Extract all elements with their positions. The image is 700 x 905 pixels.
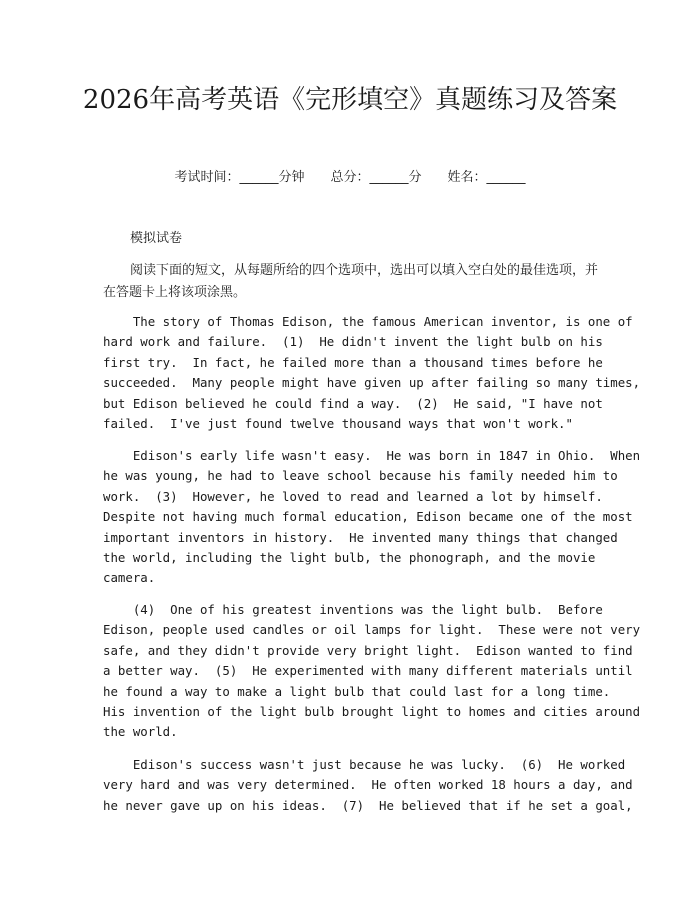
- passage-line: but Edison believed he could find a way. (2) He said, "I have not: [103, 395, 603, 411]
- passage-line: failed. I've just found twelve thousand ways that won't work.": [103, 416, 573, 432]
- passage-line: succeeded. Many people might have given up after failing so many times,: [103, 375, 641, 391]
- passage-line: work. (3) However, he loved to read and learned a lot by himself.: [103, 488, 603, 504]
- exam-info: [0, 168, 700, 188]
- passage-paragraph-1: [103, 312, 641, 434]
- passage-line: first try. In fact, he failed more than a thousand times before he: [103, 354, 603, 370]
- passage-line: The story of Thomas Edison, the famous American inventor, is one of: [103, 314, 633, 329]
- passage-line: he found a way to make a light bulb that could last for a long time.: [103, 683, 611, 699]
- passage-paragraph-2: [103, 446, 641, 589]
- passage-line: important inventors in history. He invented many things that changed: [103, 529, 618, 545]
- passage-line: Edison, people used candles or oil lamps for light. These were not very: [103, 622, 641, 638]
- passage-paragraph-3: [103, 600, 641, 743]
- exam-score-label: 总分：______分: [330, 170, 422, 185]
- passage-line: hard work and failure. (1) He didn't invent the light bulb on his: [103, 334, 603, 350]
- passage-line: camera.: [103, 570, 156, 586]
- passage-line: he never gave up on his ideas. (7) He believed that if he set a goal,: [103, 797, 633, 813]
- exam-name-label: 姓名：______: [447, 170, 526, 185]
- passage-line: Edison's success wasn't just because he was lucky. (6) He worked: [103, 757, 626, 772]
- passage-line: Edison's early life wasn't easy. He was born in 1847 in Ohio. When: [103, 448, 641, 463]
- passage-line: safe, and they didn't provide very bright light. Edison wanted to find: [103, 642, 633, 658]
- passage-line: the world, including the light bulb, the phonograph, and the movie: [103, 550, 596, 566]
- passage-line: he was young, he had to leave school because his family needed him to: [103, 468, 618, 484]
- page-title: 2026年高考英语《完形填空》真题练习及答案: [82, 85, 618, 115]
- passage-line: His invention of the light bulb brought light to homes and cities around: [103, 704, 641, 720]
- passage-line: Despite not having much formal education, Edison became one of the most: [103, 509, 633, 525]
- exam-time-label: 考试时间：______分钟: [174, 170, 305, 185]
- passage-line: a better way. (5) He experimented with many different materials until: [103, 663, 633, 679]
- passage-line: very hard and was very determined. He often worked 18 hours a day, and: [103, 777, 633, 793]
- instructions: 阅读下面的短文，从每题所给的四个选项中，选出可以填入空白处的最佳选项，并在答题卡上将该项涂黑。: [103, 263, 599, 300]
- passage-paragraph-4: [103, 755, 633, 816]
- section-label: 模拟试卷: [130, 231, 183, 246]
- passage-line: (4) One of his greatest inventions was the light bulb. Before: [103, 602, 603, 617]
- passage-line: the world.: [103, 724, 178, 740]
